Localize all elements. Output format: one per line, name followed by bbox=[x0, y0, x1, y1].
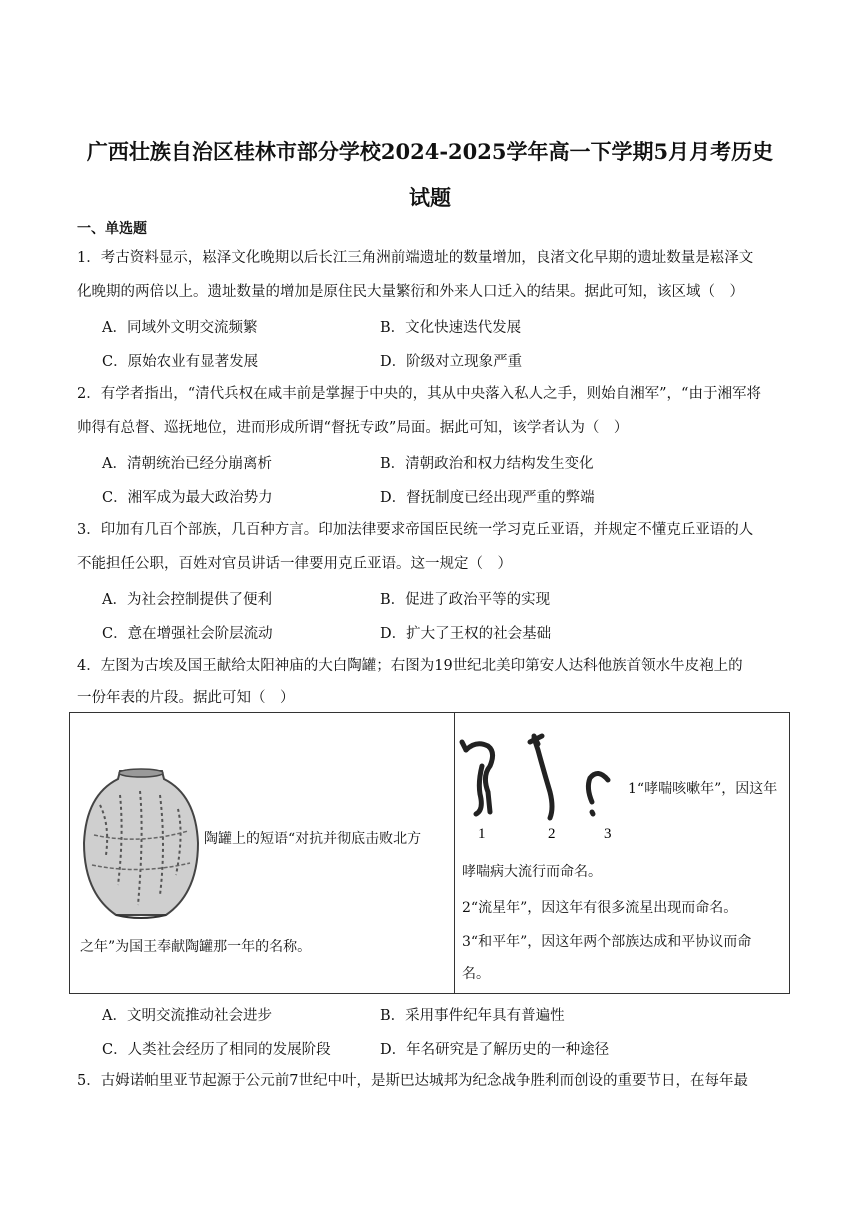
right-caption-3: 2“流星年”，因这年有很多流星出现而命名。 bbox=[462, 900, 738, 916]
right-caption-2: 哮喘病大流行而命名。 bbox=[462, 864, 602, 880]
q2-option-c: C．湘军成为最大政治势力 bbox=[102, 490, 273, 506]
q3-option-a: A．为社会控制提供了便利 bbox=[102, 592, 272, 608]
glyph-number-3: 3 bbox=[604, 826, 612, 840]
q2-option-a: A．清朝统治已经分崩离析 bbox=[102, 456, 272, 472]
q4-option-b: B．采用事件纪年具有普遍性 bbox=[380, 1008, 565, 1024]
q3-stem-line2: 不能担任公职，百姓对官员讲话一律要用克丘亚语。这一规定（ ） bbox=[77, 556, 512, 572]
egyptian-jar-image bbox=[80, 765, 202, 921]
right-caption-4: 3“和平年”，因这年两个部族达成和平协议而命 bbox=[462, 934, 752, 950]
q2-option-d: D．督抚制度已经出现严重的弊端 bbox=[380, 490, 595, 506]
q3-option-c: C．意在增强社会阶层流动 bbox=[102, 626, 273, 642]
dakota-glyphs-image bbox=[458, 732, 628, 840]
document-title-line2: 试题 bbox=[409, 185, 451, 210]
q4-stem-line1: 4．左图为古埃及国王献给太阳神庙的大白陶罐；右图为19世纪北美印第安人达科他族首领水牛皮袍上的 bbox=[77, 658, 743, 674]
q5-stem-line1: 5．古姆诺帕里亚节起源于公元前7世纪中叶，是斯巴达城邦为纪念战争胜利而创设的重要节日，在每年最 bbox=[77, 1073, 748, 1089]
q2-stem-line1: 2．有学者指出，“清代兵权在咸丰前是掌握于中央的，其从中央落入私人之手，则始自湘军”，“由于湘军将 bbox=[77, 386, 761, 402]
left-caption-1: 陶罐上的短语“对抗并彻底击败北方 bbox=[204, 831, 422, 847]
q3-option-d: D．扩大了王权的社会基础 bbox=[380, 626, 552, 642]
glyph-number-1: 1 bbox=[478, 826, 486, 840]
left-caption-2: 之年”为国王奉献陶罐那一年的名称。 bbox=[80, 939, 312, 955]
q4-option-d: D．年名研究是了解历史的一种途径 bbox=[380, 1042, 610, 1058]
q4-stem-line2: 一份年表的片段。据此可知（ ） bbox=[77, 690, 295, 706]
q1-option-c: C．原始农业有显著发展 bbox=[102, 354, 259, 370]
q4-option-a: A．文明交流推动社会进步 bbox=[102, 1008, 272, 1024]
right-caption-1: 1“哮喘咳嗽年”，因这年 bbox=[628, 781, 778, 797]
glyph-number-2: 2 bbox=[548, 826, 556, 840]
q1-option-a: A．同域外文明交流频繁 bbox=[102, 320, 258, 336]
q4-option-c: C．人类社会经历了相同的发展阶段 bbox=[102, 1042, 331, 1058]
q1-option-b: B．文化快速迭代发展 bbox=[380, 320, 522, 336]
q3-option-b: B．促进了政治平等的实现 bbox=[380, 592, 551, 608]
right-caption-5: 名。 bbox=[462, 966, 490, 982]
q1-option-d: D．阶级对立现象严重 bbox=[380, 354, 523, 370]
q2-option-b: B．清朝政治和权力结构发生变化 bbox=[380, 456, 594, 472]
q1-stem-line2: 化晚期的两倍以上。遗址数量的增加是原住民大量繁衍和外来人口迁入的结果。据此可知，该区域（ ） bbox=[77, 284, 744, 300]
q3-stem-line1: 3．印加有几百个部族，几百种方言。印加法律要求帝国臣民统一学习克丘亚语，并规定不懂克丘亚语的人 bbox=[77, 522, 754, 538]
figure-divider bbox=[454, 713, 455, 993]
section-heading: 一、单选题 bbox=[77, 221, 147, 237]
document-title-line1: 广西壮族自治区桂林市部分学校2024-2025学年高一下学期5月月考历史 bbox=[86, 139, 774, 164]
q2-stem-line2: 帅得有总督、巡抚地位，进而形成所谓“督抚专政”局面。据此可知，该学者认为（ ） bbox=[77, 420, 629, 436]
q1-stem-line1: 1．考古资料显示，崧泽文化晚期以后长江三角洲前端遗址的数量增加，良渚文化早期的遗址数量是崧泽文 bbox=[77, 250, 754, 266]
